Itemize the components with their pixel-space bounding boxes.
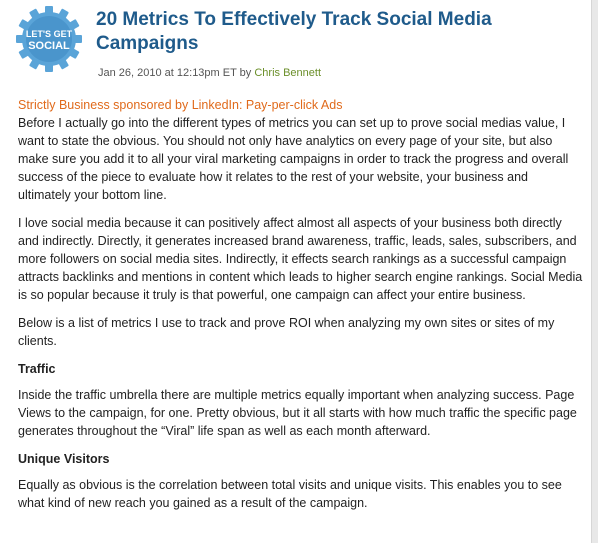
section-text-traffic: Inside the traffic umbrella there are multiple metrics equally important when analyzing success. Page Views to the campaign, for one. Pretty obvious, but it all starts with how much traffic the specific page generates throughout the “Viral” life span as well as each month afterward. — [18, 388, 577, 438]
paragraph: Before I actually go into the different types of metrics you can set up to prove social medias value, I want to state the obvious. You should not only have analytics on every page of your site, but also make sure you add it to all your viral marketing campaigns in order to track the progress and overall success of the piece to evaluate how it relates to the rest of your website, your business and ultimately your bottom line. — [18, 116, 569, 202]
paragraph: I love social media because it can positively affect almost all aspects of your business both directly and indirectly. Directly, it generates increased brand awareness, traffic, leads, sales, subscribers, and more followers on social media sites. Indirectly, it effects search rankings as a successful campaign attracts backlinks and mentions in content which leads to higher search engine rankings. Social Media is so popular because it truly is that powerful, one campaign can affect your entire business. — [18, 216, 583, 302]
sponsor-link[interactable]: Strictly Business sponsored by LinkedIn: Pay-per-click Ads — [18, 98, 343, 112]
article-meta — [98, 67, 321, 79]
article-body — [18, 96, 584, 522]
section-text-unique-visitors: Equally as obvious is the correlation between total visits and unique visits. This enables you to see what kind of new reach you gained as a result of the campaign. — [18, 478, 562, 510]
badge-line2: SOCIAL — [28, 40, 70, 52]
lets-get-social-badge — [14, 4, 84, 74]
article-by: by — [236, 67, 255, 79]
article-date: Jan 26, 2010 at 12:13pm ET — [98, 67, 237, 79]
section-heading-unique-visitors: Unique Visitors — [18, 452, 110, 466]
section-heading-traffic: Traffic — [18, 362, 56, 376]
badge-line1: LET'S GET — [25, 29, 73, 39]
article-title[interactable]: 20 Metrics To Effectively Track Social Media Campaigns — [96, 9, 492, 54]
article-author-link[interactable]: Chris Bennett — [254, 67, 322, 79]
page-right-border — [591, 0, 598, 543]
paragraph: Below is a list of metrics I use to track and prove ROI when analyzing my own sites or sites of my clients. — [18, 316, 555, 348]
gear-badge-icon — [14, 4, 84, 74]
